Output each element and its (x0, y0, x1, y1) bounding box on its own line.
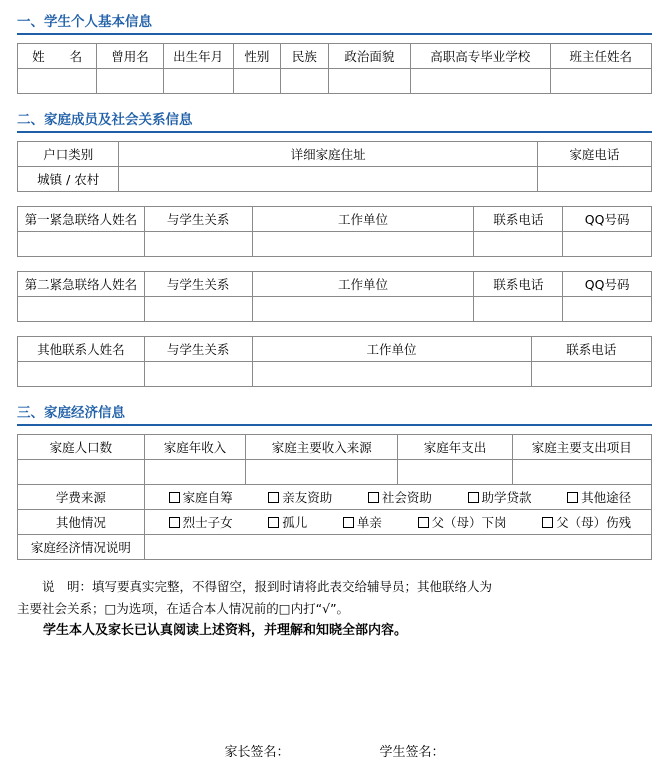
table-personal-info (17, 43, 652, 94)
cell-school[interactable] (411, 69, 550, 94)
table-row (18, 44, 652, 69)
other-options-cell (144, 510, 651, 535)
th-income-source: 家庭主要收入来源 (246, 435, 398, 460)
table-row (18, 232, 652, 257)
cell-expense-items[interactable] (512, 460, 652, 485)
cell-contact2-qq[interactable] (563, 297, 652, 322)
other-option-laid-off[interactable] (418, 513, 507, 531)
tuition-option-self-label: 家庭自筹 (182, 490, 233, 505)
section-title-3-wrap (17, 401, 652, 426)
th-other-work: 工作单位 (252, 337, 531, 362)
table-row (18, 362, 652, 387)
table-row (18, 69, 652, 94)
table-emergency-contact-1 (17, 206, 652, 257)
checkbox-icon[interactable] (268, 492, 279, 503)
checkbox-icon[interactable] (368, 492, 379, 503)
note-line-2: 主要社会关系；□为选项，在适合本人情况前的□内打“√”。 (17, 600, 350, 616)
th-ethnicity: 民族 (281, 44, 329, 69)
cell-contact1-phone[interactable] (474, 232, 563, 257)
cell-household-type[interactable]: 城镇 / 农村 (18, 167, 119, 192)
checkbox-icon[interactable] (169, 517, 180, 528)
other-option-orphan[interactable] (268, 513, 307, 531)
th-contact1-relation: 与学生关系 (144, 207, 252, 232)
th-gender: 性别 (233, 44, 281, 69)
table-row (18, 272, 652, 297)
th-school: 高职高专毕业学校 (411, 44, 550, 69)
cell-economy-desc[interactable] (144, 535, 651, 560)
other-option-single-parent[interactable] (343, 513, 382, 531)
tuition-option-relatives-label: 亲友资助 (282, 490, 333, 505)
other-option-single-parent-label: 单亲 (356, 515, 382, 530)
table-row (18, 485, 652, 510)
th-expense-items: 家庭主要支出项目 (512, 435, 652, 460)
cell-political[interactable] (328, 69, 410, 94)
th-former-name: 曾用名 (97, 44, 164, 69)
checkbox-icon[interactable] (468, 492, 479, 503)
th-birth: 出生年月 (163, 44, 233, 69)
th-contact2-name: 第二紧急联络人姓名 (18, 272, 145, 297)
th-address: 详细家庭住址 (119, 142, 537, 167)
section-title-2-wrap (17, 108, 652, 133)
student-signature-label[interactable]: 学生签名： (379, 745, 445, 760)
cell-annual-income[interactable] (144, 460, 245, 485)
tuition-option-loan-label: 助学贷款 (481, 490, 532, 505)
cell-contact2-relation[interactable] (144, 297, 252, 322)
table-row (18, 435, 652, 460)
checkbox-icon[interactable] (567, 492, 578, 503)
tuition-option-other-label: 其他途径 (581, 490, 632, 505)
cell-address[interactable] (119, 167, 537, 192)
other-option-disabled[interactable] (542, 513, 631, 531)
tuition-option-relatives[interactable] (268, 488, 332, 506)
tuition-options-cell (144, 485, 651, 510)
table-row (18, 142, 652, 167)
th-family-size: 家庭人口数 (18, 435, 145, 460)
tuition-option-other[interactable] (567, 488, 631, 506)
th-annual-income: 家庭年收入 (144, 435, 245, 460)
tuition-option-social[interactable] (368, 488, 432, 506)
th-political: 政治面貌 (328, 44, 410, 69)
table-row (18, 207, 652, 232)
table-household (17, 141, 652, 192)
cell-former-name[interactable] (97, 69, 164, 94)
note-line-3: 学生本人及家长已认真阅读上述资料，并理解和知晓全部内容。 (43, 622, 408, 638)
cell-income-source[interactable] (246, 460, 398, 485)
th-teacher: 班主任姓名 (550, 44, 651, 69)
tuition-option-self[interactable] (169, 488, 233, 506)
other-option-martyr-child-label: 烈士子女 (182, 515, 233, 530)
cell-other-relation[interactable] (144, 362, 252, 387)
table-row (18, 167, 652, 192)
th-contact1-name: 第一紧急联络人姓名 (18, 207, 145, 232)
other-option-martyr-child[interactable] (169, 513, 233, 531)
cell-family-size[interactable] (18, 460, 145, 485)
table-row (18, 337, 652, 362)
cell-contact2-name[interactable] (18, 297, 145, 322)
table-other-contact (17, 336, 652, 387)
th-home-phone: 家庭电话 (537, 142, 651, 167)
checkbox-icon[interactable] (418, 517, 429, 528)
cell-teacher[interactable] (550, 69, 651, 94)
th-tuition-source: 学费来源 (18, 485, 145, 510)
table-row (18, 460, 652, 485)
cell-ethnicity[interactable] (281, 69, 329, 94)
th-economy-desc: 家庭经济情况说明 (18, 535, 145, 560)
other-option-orphan-label: 孤儿 (282, 515, 308, 530)
cell-gender[interactable] (233, 69, 281, 94)
cell-annual-expense[interactable] (398, 460, 512, 485)
th-contact2-work: 工作单位 (252, 272, 474, 297)
th-contact1-phone: 联系电话 (474, 207, 563, 232)
cell-contact1-relation[interactable] (144, 232, 252, 257)
cell-contact1-work[interactable] (252, 232, 474, 257)
cell-contact1-name[interactable] (18, 232, 145, 257)
cell-contact2-work[interactable] (252, 297, 474, 322)
section-title-1-wrap (17, 10, 652, 35)
cell-birth[interactable] (163, 69, 233, 94)
cell-other-name[interactable] (18, 362, 145, 387)
th-other-relation: 与学生关系 (144, 337, 252, 362)
note-line-1: 说 明：填写要真实完整，不得留空，报到时请将此表交给辅导员；其他联络人为 (42, 579, 493, 594)
parent-signature-label[interactable]: 家长签名： (224, 745, 290, 760)
form-page (0, 10, 669, 774)
th-contact2-qq: QQ号码 (563, 272, 652, 297)
th-contact1-qq: QQ号码 (563, 207, 652, 232)
section-title-2: 二、家庭成员及社会关系信息 (17, 108, 193, 133)
th-name: 姓 名 (18, 44, 97, 69)
cell-contact1-qq[interactable] (563, 232, 652, 257)
th-other-situation: 其他情况 (18, 510, 145, 535)
cell-name[interactable] (18, 69, 97, 94)
notes-block (17, 576, 652, 643)
th-other-phone: 联系电话 (531, 337, 651, 362)
th-contact1-work: 工作单位 (252, 207, 474, 232)
th-contact2-relation: 与学生关系 (144, 272, 252, 297)
table-economy (17, 434, 652, 560)
section-title-1: 一、学生个人基本信息 (17, 10, 152, 35)
other-option-laid-off-label: 父（母）下岗 (431, 515, 507, 530)
cell-other-phone[interactable] (531, 362, 651, 387)
cell-home-phone[interactable] (537, 167, 651, 192)
th-household-type: 户口类别 (18, 142, 119, 167)
tuition-option-social-label: 社会资助 (381, 490, 432, 505)
tuition-option-loan[interactable] (468, 488, 532, 506)
table-row (18, 510, 652, 535)
th-contact2-phone: 联系电话 (474, 272, 563, 297)
checkbox-icon[interactable] (343, 517, 354, 528)
checkbox-icon[interactable] (169, 492, 180, 503)
table-emergency-contact-2 (17, 271, 652, 322)
section-title-3: 三、家庭经济信息 (17, 401, 125, 426)
checkbox-icon[interactable] (268, 517, 279, 528)
cell-other-work[interactable] (252, 362, 531, 387)
th-annual-expense: 家庭年支出 (398, 435, 512, 460)
signature-row (0, 741, 669, 760)
th-other-name: 其他联系人姓名 (18, 337, 145, 362)
other-option-disabled-label: 父（母）伤残 (556, 515, 632, 530)
cell-contact2-phone[interactable] (474, 297, 563, 322)
table-row (18, 297, 652, 322)
table-row (18, 535, 652, 560)
checkbox-icon[interactable] (542, 517, 553, 528)
